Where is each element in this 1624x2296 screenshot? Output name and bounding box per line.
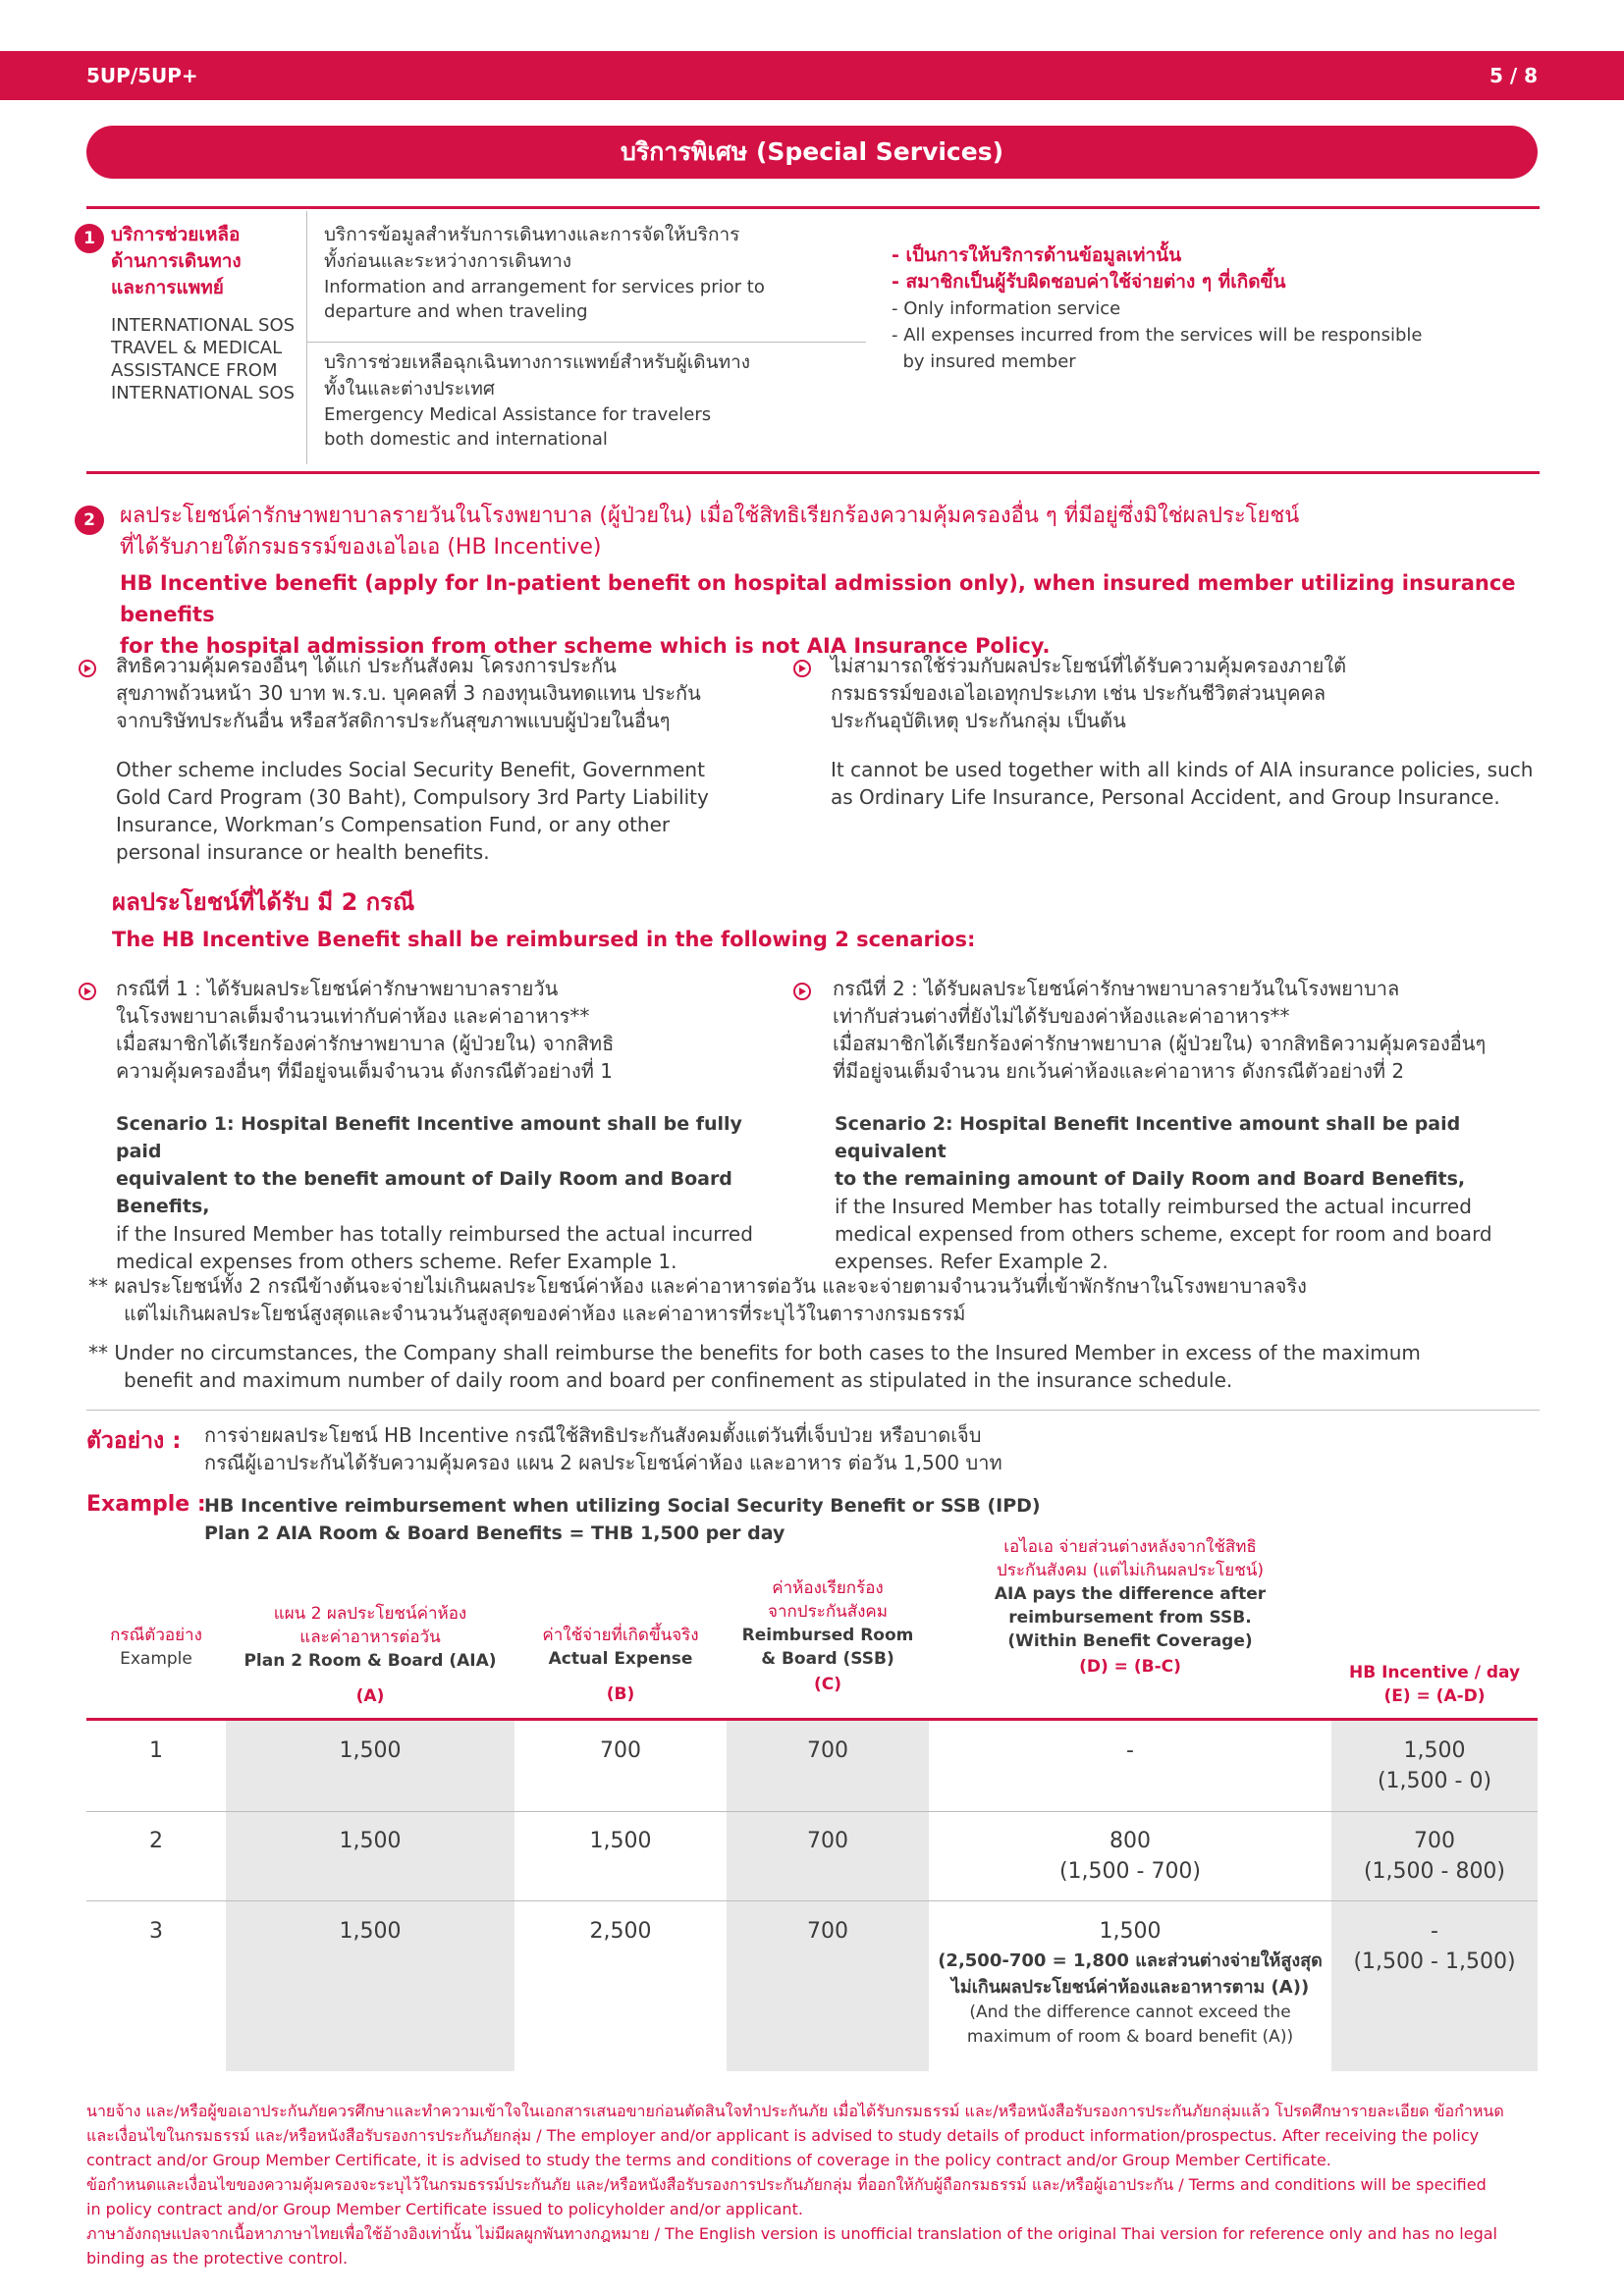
table-cell: 2,500 (589, 1919, 652, 1944)
example-table (86, 1537, 1538, 2071)
header-reimbursed-ssb: ค่าห้องเรียกร้อง จากประกันสังคม Reimbursed Room & Board (SSB) (C) (741, 1578, 914, 1694)
table-header-divider (86, 1718, 1538, 1721)
section-title: บริการพิเศษ (Special Services) (86, 126, 1538, 179)
table-cell: 700 (600, 1738, 641, 1763)
example-desc-en: HB Incentive reimbursement when utilizing Social Security Benefit or SSB (IPD) Plan 2 AIA Room & Board Benefits = THB 1,500 per day (204, 1495, 1041, 1544)
other-scheme-th: สิทธิความคุ้มครองอื่นๆ ได้แก่ ประกันสังคม โครงการประกัน สุขภาพถ้วนหน้า 30 บาท พ.ร.บ. บุคคลที่ 3 กองทุนเงินทดแทน ประกัน จากบริษัทประกันอื่น หรือสวัสดิการประกันสุขภาพแบบผู้ป่วยในอื่นๆ (116, 654, 701, 732)
divider-example (86, 1410, 1540, 1411)
item-number-1: 1 (75, 224, 104, 253)
table-cell: 1,500 (1099, 1919, 1162, 1944)
example-label-en: Example : (86, 1492, 206, 1517)
column-shade-a (226, 1720, 514, 2071)
service1-item2: บริการช่วยเหลือฉุกเฉินทางการแพทย์สำหรับผู้เดินทาง ทั้งในและต่างประเทศ Emergency Medical Assistance for travelers both domestic and international (324, 351, 751, 450)
scenario2-th: กรณีที่ 2 : ได้รับผลประโยชน์ค่ารักษาพยาบาลรายวันในโรงพยาบาล เท่ากับส่วนต่างที่ยังไม่ได้รับของค่าห้องและค่าอาหาร** เมื่อสมาชิกได้เรียกร้องค่ารักษาพยาบาล (ผู้ป่วยใน) จากสิทธิความคุ้มครองอื่นๆ ที่มีอยู่จนเต็มจำนวน ยกเว้นค่าห้องและค่าอาหาร ดังกรณีตัวอย่างที่ 2 (833, 977, 1487, 1083)
bullet-icon (793, 983, 811, 1000)
divider-items (306, 342, 866, 343)
table-cell: 1,500 (1,500 - 0) (1377, 1738, 1492, 1793)
exclusion-th: ไม่สามารถใช้ร่วมกับผลประโยชน์ที่ได้รับความคุ้มครองภายใต้ กรมธรรม์ของเอไอเอทุกประเภท เช่น ประกันชีวิตส่วนบุคคล ประกันอุบัติเหตุ ประกันกลุ่ม เป็นต้น (831, 654, 1347, 732)
table-cell: 1,500 (339, 1738, 402, 1763)
header-example: กรณีตัวอย่าง Example (110, 1626, 202, 1669)
column-shade-c (727, 1720, 929, 2071)
service1-item1: บริการข้อมูลสำหรับการเดินทางและการจัดให้บริการ ทั้งก่อนและระหว่างการเดินทาง Information and arrangement for services prior to departure and when traveling (324, 224, 765, 322)
service1-name-th: บริการช่วยเหลือ ด้านการเดินทาง และการแพทย์ (111, 224, 242, 298)
scenario2-en: Scenario 2: Hospital Benefit Incentive amount shall be paid equivalent to the remaining amount of Daily Room and Board Benefits, if the Insured Member has totally reimbursed the actual incurred medical expensed from others scheme, except for room and board expenses. Refer Example 2. (835, 1113, 1492, 1273)
table-cell: 700 (807, 1738, 848, 1763)
table-cell: - (1126, 1738, 1134, 1763)
example-label-th: ตัวอย่าง : (86, 1428, 182, 1454)
scenario1-en: Scenario 1: Hospital Benefit Incentive amount shall be fully paid equivalent to the benefit amount of Daily Room and Board Benefits, if the Insured Member has totally reimbursed the actual incurred medical expenses from others scheme. Refer Example 1. (116, 1113, 753, 1273)
scenario-heading-th: ผลประโยชน์ที่ได้รับ มี 2 กรณี (112, 888, 415, 916)
divider-mid (86, 471, 1540, 474)
scenario1-th: กรณีที่ 1 : ได้รับผลประโยชน์ค่ารักษาพยาบาลรายวัน ในโรงพยาบาลเต็มจำนวนเท่ากับค่าห้อง และค่าอาหาร** เมื่อสมาชิกได้เรียกร้องค่ารักษาพยาบาล (ผู้ป่วยใน) จากสิทธิ ความคุ้มครองอื่นๆ ที่มีอยู่จนเต็มจำนวน ดังกรณีตัวอย่างที่ 1 (116, 977, 615, 1083)
other-scheme-en: Other scheme includes Social Security Benefit, Government Gold Card Program (30 Baht), Compulsory 3rd Party Liability Insurance, Workman’s Compensation Fund, or any other personal insurance or health benefits. (116, 758, 709, 864)
bullet-icon (79, 660, 96, 677)
divider-vertical (306, 211, 307, 464)
row3-detail: (2,500-700 = 1,800 และส่วนต่างจ่ายให้สูงสุด ไม่เกินผลประโยชน์ค่าห้องและอาหารตาม (A)) (And the difference cannot exceed the maximum of room & board benefit (A)) (938, 1950, 1323, 2047)
divider-top (86, 206, 1540, 209)
table-cell: 1,500 (339, 1919, 402, 1944)
service2-title-en: HB Incentive benefit (apply for In-patient benefit on hospital admission only), when insured member utilizing insurance benefits for the hospital admission from other scheme which is not AIA Insurance Policy. (120, 571, 1516, 658)
service2-title-th: ผลประโยชน์ค่ารักษาพยาบาลรายวันในโรงพยาบาล (ผู้ป่วยใน) เมื่อใช้สิทธิเรียกร้องความคุ้มครองอื่น ๆ ที่มีอยู่ซึ่งมิใช่ผลประโยชน์ ที่ได้รับภายใต้กรมธรรม์ของเอไอเอ (HB Incentive) (120, 504, 1300, 560)
table-cell: 800 (1,500 - 700) (1058, 1829, 1202, 1884)
table-cell: 700 (807, 1829, 848, 1853)
product-code: 5UP/5UP+ (86, 64, 198, 87)
footer-disclaimer: นายจ้าง และ/หรือผู้ขอเอาประกันภัยควรศึกษาและทำความเข้าใจในเอกสารเสนอขายก่อนตัดสินใจทำประกันภัย เมื่อได้รับกรมธรรม์ และ/หรือหนังสือรับรองการประกันภัยกลุ่มแล้ว โปรดศึกษารายละเอียด ข้อกำหนด และเงื่อนไขในกรมธรรม์ และ/หรือหนังสือรับรองการประกันภัยกลุ่ม / The employer and/or applicant is advised to study details of product information/prospectus. After receiving the policy contract and/or Group Member Certificate, it is advised to study the terms and conditions of coverage in the policy contract and/or Group Member Certificate. ข้อกำหนดและเงื่อนไขของความคุ้มครองจะระบุไว้ในกรมธรรม์ประกันภัย และ/หรือหนังสือรับรองการประกันภัยกลุ่ม ที่ออกให้กับผู้ถือกรมธรรม์ และ/หรือผู้เอาประกัน / Terms and conditions will be specified in policy contract and/or Group Member Certificate issued to policyholder and/or applicant. ภาษาอังกฤษแปลจากเนื้อหาภาษาไทยเพื่อใช้อ้างอิงเท่านั้น ไม่มีผลผูกพันทางกฎหมาย / The English version is unofficial translation of the original Thai version for reference only and has no legal binding as the protective control. (86, 2102, 1504, 2268)
row-divider (86, 1900, 1538, 1901)
scenario-heading-en: The HB Incentive Benefit shall be reimbursed in the following 2 scenarios: (112, 928, 976, 951)
header-plan2: แผน 2 ผลประโยชน์ค่าห้อง และค่าอาหารต่อวัน Plan 2 Room & Board (AIA) (A) (244, 1604, 497, 1706)
bullet-icon (79, 983, 96, 1000)
bullet-icon (793, 660, 811, 677)
table-cell: 700 (1,500 - 800) (1363, 1829, 1506, 1884)
row-divider (86, 1811, 1538, 1812)
table-cell: 700 (807, 1919, 848, 1944)
header-bar (0, 51, 1624, 100)
header-actual-expense: ค่าใช้จ่ายที่เกิดขึ้นจริง Actual Expense (B) (542, 1626, 699, 1704)
header-hb-incentive: HB Incentive / day (E) = (A-D) (1348, 1663, 1521, 1706)
exclusion-en: It cannot be used together with all kinds of AIA insurance policies, such as Ordinary Life Insurance, Personal Accident, and Group Insurance. (831, 758, 1534, 809)
service1-notes: - เป็นการให้บริการด้านข้อมูลเท่านั้น - สมาชิกเป็นผู้รับผิดชอบค่าใช้จ่ายต่าง ๆ ที่เกิดขึ้น - Only information service - All expenses incurred from the services will be responsible by insured member (892, 244, 1423, 372)
page-number: 5 / 8 (1489, 64, 1538, 87)
header-aia-pays: เอไอเอ จ่ายส่วนต่างหลังจากใช้สิทธิ ประกันสังคม (แต่ไม่เกินผลประโยชน์) AIA pays the difference after reimbursement from SSB. (Within Benefit Coverage) (D) = (B-C) (994, 1537, 1267, 1677)
service1-name-en: INTERNATIONAL SOS TRAVEL & MEDICAL ASSISTANCE FROM INTERNATIONAL SOS (111, 315, 296, 403)
table-cell: - (1,500 - 1,500) (1353, 1919, 1516, 1974)
table-cell: 1,500 (589, 1829, 652, 1853)
table-cell: 3 (149, 1919, 163, 1944)
footnote-th: ** ผลประโยชน์ทั้ง 2 กรณีข้างต้นจะจ่ายไม่เกินผลประโยชน์ค่าห้อง และค่าอาหารต่อวัน และจะจ่ายตามจำนวนวันที่เข้าพักรักษาในโรงพยาบาลจริง แต่ไม่เกินผลประโยชน์สูงสุดและจำนวนวันสูงสุดของค่าห้อง และค่าอาหารที่ระบุไว้ในตารางกรมธรรม์ (88, 1274, 1307, 1325)
item-number-2: 2 (75, 506, 104, 535)
table-cell: 1 (149, 1738, 163, 1763)
footnote-en: ** Under no circumstances, the Company shall reimburse the benefits for both cases to the Insured Member in excess of the maximum benefit and maximum number of daily room and board per confinement as stipulated in the insurance schedule. (88, 1341, 1421, 1392)
table-cell: 2 (149, 1829, 163, 1853)
table-cell: 1,500 (339, 1829, 402, 1853)
example-desc-th: การจ่ายผลประโยชน์ HB Incentive กรณีใช้สิทธิประกันสังคมตั้งแต่วันที่เจ็บป่วย หรือบาดเจ็บ กรณีผู้เอาประกันได้รับความคุ้มครอง แผน 2 ผลประโยชน์ค่าห้อง และอาหาร ต่อวัน 1,500 บาท (204, 1423, 1002, 1474)
